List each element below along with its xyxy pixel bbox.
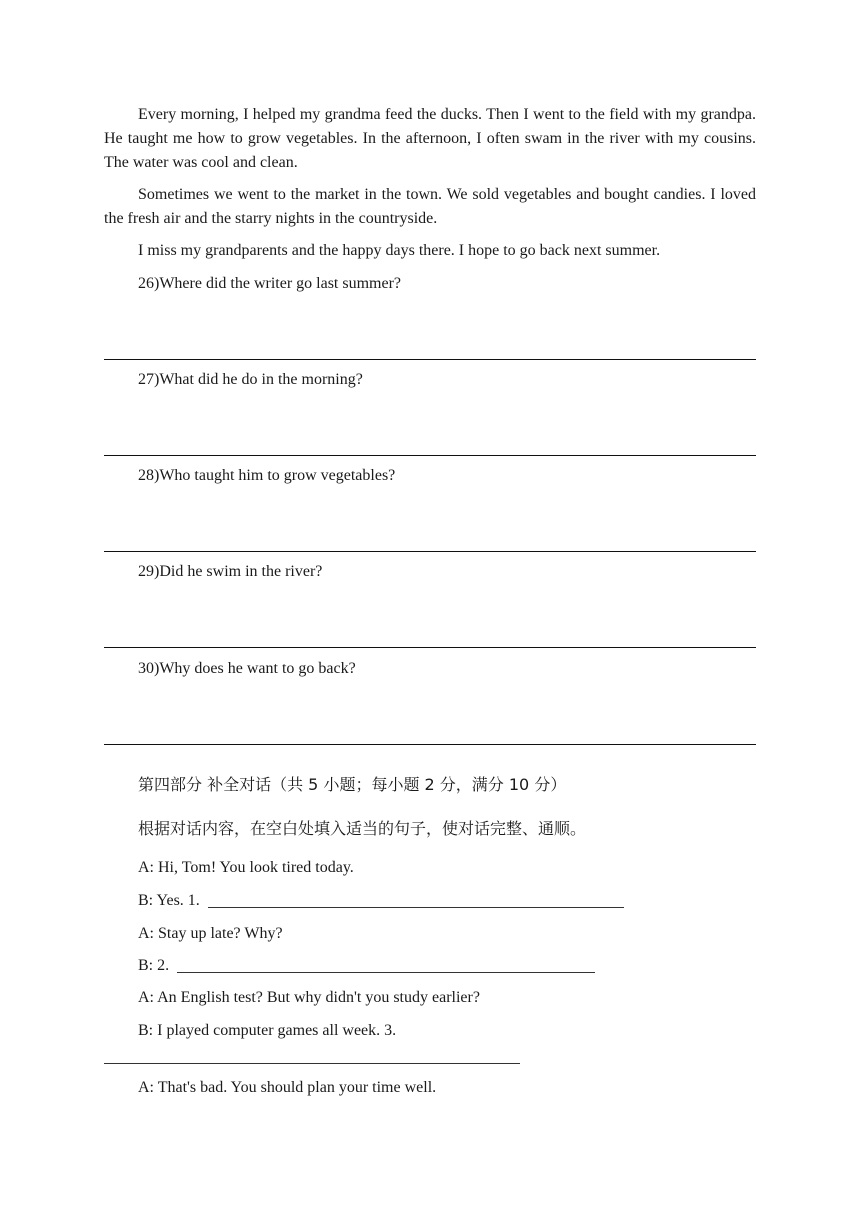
answer-line-28[interactable]: [104, 551, 756, 552]
dialogue-line-5: A: An English test? But why didn't you study earlier?: [138, 989, 480, 1006]
blank-1[interactable]: [208, 891, 624, 908]
blank-3[interactable]: [104, 1063, 520, 1064]
part4-instruction: 根据对话内容，在空白处填入适当的句子，使对话完整、通顺。: [138, 819, 587, 838]
answer-line-30[interactable]: [104, 744, 756, 745]
answer-line-27[interactable]: [104, 455, 756, 456]
blank-2[interactable]: [177, 956, 595, 973]
question-27: 27)What did he do in the morning?: [138, 371, 363, 388]
dialogue-line-7: A: That's bad. You should plan your time well.: [138, 1079, 437, 1096]
passage-paragraph-3: I miss my grandparents and the happy days there. I hope to go back next summer.: [138, 242, 661, 259]
passage-paragraph-2: Sometimes we went to the market in the town. We sold vegetables and bought candies. I loved the fresh air and the starry nights in the countryside.: [104, 186, 756, 227]
dialogue-line-4-text: B: 2.: [138, 957, 170, 974]
question-30: 30)Why does he want to go back?: [138, 660, 356, 677]
answer-line-26[interactable]: [104, 359, 756, 360]
question-29: 29)Did he swim in the river?: [138, 563, 323, 580]
passage-paragraph-1: Every morning, I helped my grandma feed the ducks. Then I went to the field with my grandpa. He taught me how to grow vegetables. In the afternoon, I often swam in the river with my cousins. The water was cool and clean.: [104, 106, 756, 171]
question-28: 28)Who taught him to grow vegetables?: [138, 467, 396, 484]
part4-heading: 第四部分 补全对话（共 5 小题；每小题 2 分，满分 10 分）: [138, 775, 567, 794]
question-26: 26)Where did the writer go last summer?: [138, 275, 402, 292]
dialogue-line-2: [138, 889, 624, 913]
answer-line-29[interactable]: [104, 647, 756, 648]
dialogue-line-4: [138, 954, 595, 978]
dialogue-line-2-text: B: Yes. 1.: [138, 892, 200, 909]
dialogue-line-1: A: Hi, Tom! You look tired today.: [138, 859, 354, 876]
dialogue-line-3: A: Stay up late? Why?: [138, 925, 283, 942]
dialogue-line-6: B: I played computer games all week. 3.: [138, 1022, 397, 1039]
